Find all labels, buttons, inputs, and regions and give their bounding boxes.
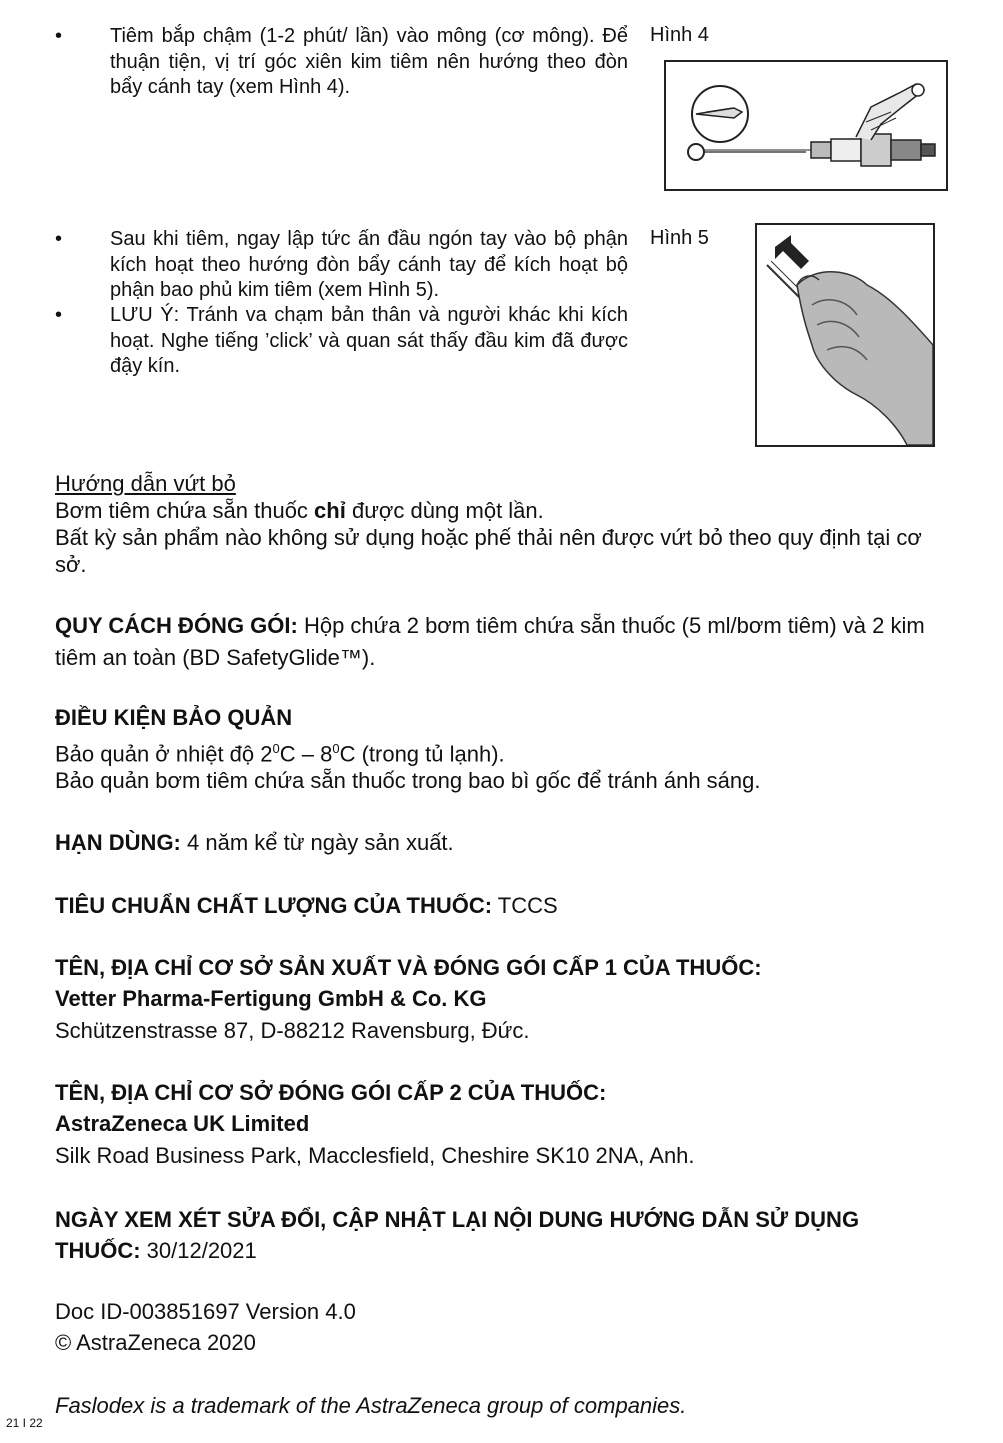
hand-activating-needle-icon [757,225,933,445]
revision-label: NGÀY XEM XÉT SỬA ĐỔI, CẬP NHẬT LẠI NỘI DUNG HƯỚNG DẪN SỬ DỤNG THUỐC: [55,1207,860,1263]
packaging-label: QUY CÁCH ĐÓNG GÓI: [55,613,298,638]
step4-text: Tiêm bắp chậm (1-2 phút/ lần) vào mông (cơ mông). Để thuận tiện, vị trí góc xiên kim tiêm nên hướng theo đòn bẩy cánh tay (xem Hình 4). [110,25,628,98]
revision-date-value: 30/12/2021 [140,1238,257,1263]
quality-standard [55,892,558,919]
storage-line1-b: C – 8 [279,741,333,767]
bullet-note: • [55,304,63,326]
copyright: © AstraZeneca 2020 [55,1330,256,1355]
bullet-step4: • [55,25,63,47]
packager-heading: TÊN, ĐỊA CHỈ CƠ SỞ ĐÓNG GÓI CẤP 2 CỦA THUỐC: [55,1080,607,1105]
trademark-note: Faslodex is a trademark of the AstraZeneca group of companies. [55,1393,687,1418]
revision-date [55,1204,945,1266]
figure5-hand-image [755,223,935,447]
needle-illustration-icon [666,62,946,189]
storage-sup2: 0 [332,741,340,756]
shelf-life [55,829,454,856]
figure5-label: Hình 5 [650,227,709,249]
disposal-line2: Bất kỳ sản phẩm nào không sử dụng hoặc phế thải nên được vứt bỏ theo quy định tại cơ sở. [55,525,922,577]
storage-line1 [55,735,945,767]
storage-line1-c: C (trong tủ lạnh). [339,741,505,767]
step5-text: Sau khi tiêm, ngay lập tức ấn đầu ngón tay vào bộ phận kích hoạt theo hướng đòn bẩy cánh tay để kích hoạt bộ phận bao phủ kim tiêm (xem Hình 5). [110,228,628,301]
storage-line2: Bảo quản bơm tiêm chứa sẵn thuốc trong bao bì gốc để tránh ánh sáng. [55,768,761,793]
shelf-life-label: HẠN DÙNG: [55,830,181,855]
figure4-needle-image [664,60,948,191]
packaging-text: Hộp chứa 2 bơm tiêm chứa sẵn thuốc (5 ml/bơm tiêm) và 2 kim tiêm an toàn (BD SafetyGlide™). [55,613,925,670]
packager-name: AstraZeneca UK Limited [55,1111,310,1136]
disposal-line1-after: được dùng một lần. [345,498,544,523]
packaging-section [55,610,945,674]
quality-label: TIÊU CHUẨN CHẤT LƯỢNG CỦA THUỐC: [55,893,493,918]
step5-note: LƯU Ý: Tránh va chạm bản thân và người khác khi kích hoạt. Nghe tiếng ’click’ và quan sát thấy đầu kim đã được đậy kín. [110,304,628,377]
page-number: 21 I 22 [6,1416,43,1430]
shelf-life-text: 4 năm kể từ ngày sản xuất. [180,830,454,855]
disposal-line1-before: Bơm tiêm chứa sẵn thuốc [55,498,315,523]
manufacturer-address: Schützenstrasse 87, D-88212 Ravensburg, Đức. [55,1018,530,1043]
bullet-step5: • [55,228,63,250]
quality-text: TCCS [492,893,558,918]
disposal-line1 [55,497,945,524]
disposal-heading: Hướng dẫn vứt bỏ [55,471,236,496]
doc-id: Doc ID-003851697 Version 4.0 [55,1299,356,1324]
storage-heading: ĐIỀU KIỆN BẢO QUẢN [55,705,293,730]
disposal-line1-bold: chỉ [314,498,346,523]
manufacturer-name: Vetter Pharma-Fertigung GmbH & Co. KG [55,986,487,1011]
storage-sup1: 0 [272,741,280,756]
storage-line1-a: Bảo quản ở nhiệt độ 2 [55,741,273,767]
manufacturer-heading: TÊN, ĐỊA CHỈ CƠ SỞ SẢN XUẤT VÀ ĐÓNG GÓI CẤP 1 CỦA THUỐC: [55,955,762,980]
figure4-label: Hình 4 [650,24,709,46]
packager-address: Silk Road Business Park, Macclesfield, Cheshire SK10 2NA, Anh. [55,1143,695,1168]
